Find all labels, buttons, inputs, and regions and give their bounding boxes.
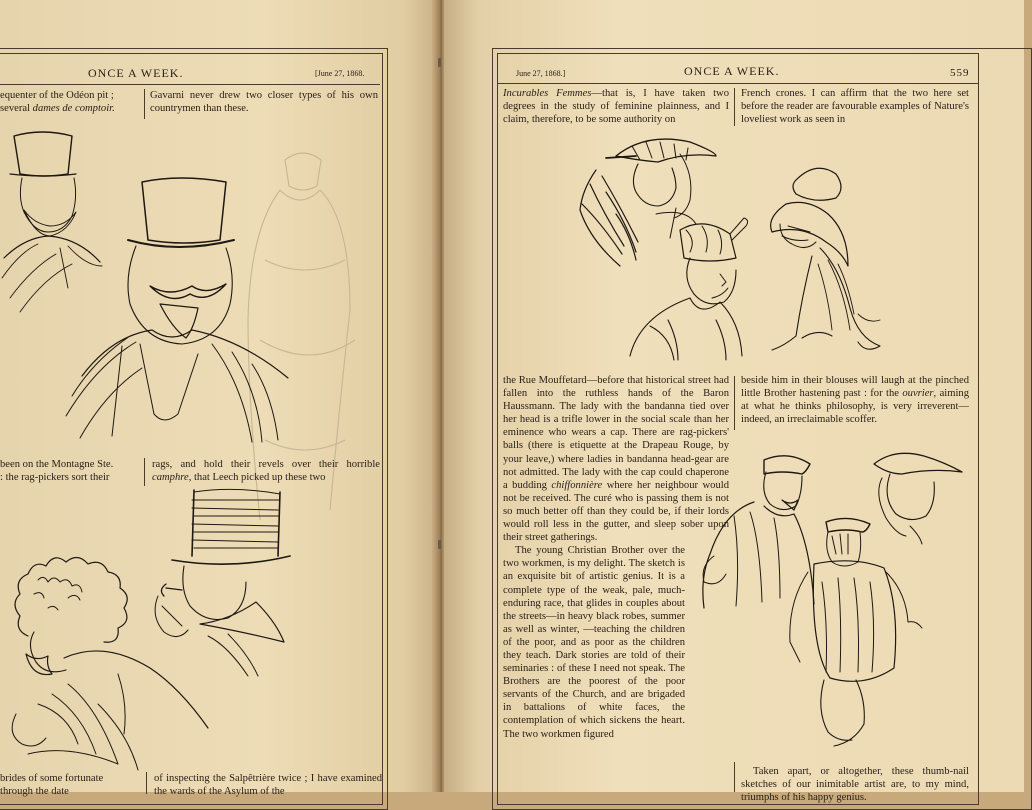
text-column: Incurables Femmes—that is, I have taken two degrees in the study of feminine plainness, and I claim, therefore, to be some authority on — [503, 88, 729, 126]
sketch-top-hat-gentleman — [62, 176, 294, 446]
running-head-date: [June 27, 1868. — [315, 69, 365, 78]
text-column: the Rue Mouffetard—before that historical street had fallen into the ruthless hands of the Baron Haussmann. The lady with the bandanna tied over her head is a trifle lower in the social scale than her eminence who wears a cap. There are rag-pickers' balls (there is etiquette at the Drapeau Rouge, by your leave,) where ladies in bandanna head-gear are not admitted. The lady with the cap could chaperone a budding chiffonnière where her neighbour would not be received. The curé who is passing them is not so much better off than they could be, if their lords would roll less in the gutter, and sleep sober upon their street gatherings. The young Christian Brother over the two workmen, is my delight. The sketch is an exquisite bit of artistic genius. It is a complete type of the weak, pale, much-enduring race, that glides in couples about the streets—in heavy black robes, summer as well as winter, —teaching the children of the poor, and as poor as the children they teach. Dark stories are told of their seminaries : of these I need not speak. The Brothers are the poorest of the poor servants of the Church, and are brigaded in battalions of white faces, the contemplation of which sickens the heart. The two workmen figured — [503, 375, 729, 740]
staple-icon — [438, 540, 441, 549]
sketch-lady-with-cap — [762, 164, 892, 360]
right-page — [444, 0, 1024, 804]
text-column: been on the Montagne Ste. : the rag-pickers sort their — [0, 459, 114, 484]
text-column: beside him in their blouses will laugh at the pinched little Brother hastening past : for the ouvrier, aiming at what he thinks philosophy, is very irreverent—indeed, an irreclaimable scoffer. — [741, 375, 969, 426]
sketch-workman-from-behind — [778, 512, 924, 748]
running-head-date: June 27, 1868.] — [516, 69, 566, 78]
running-head-title: ONCE A WEEK. — [88, 66, 184, 80]
text-column: Gavarni never drew two closer types of his own countrymen than these. — [150, 90, 378, 115]
sketch-curly-haired-man — [8, 554, 214, 774]
text-column: brides of some fortunate through the date — [0, 773, 104, 798]
sketch-cure — [620, 216, 752, 362]
staple-icon — [438, 58, 441, 67]
text-column: rags, and hold their revels over their horrible camphre, that Leech picked up these two — [152, 459, 380, 484]
running-head-title: ONCE A WEEK. — [684, 64, 780, 78]
page-number: 559 — [950, 67, 970, 79]
left-page — [0, 0, 438, 798]
text-column: of inspecting the Salpêtrière twice ; I have examined the wards of the Asylum of the — [154, 773, 382, 798]
text-column: Taken apart, or altogether, these thumb-nail sketches of our inimitable artist are, to my mind, triumphs of his happy genius. — [741, 766, 969, 804]
text-column: equenter of the Odéon pit ; several dames de comptoir. — [0, 90, 115, 115]
text-column: French crones. I can affirm that the two here set before the reader are favourable examples of Nature's loveliest work as seen in — [741, 88, 969, 126]
